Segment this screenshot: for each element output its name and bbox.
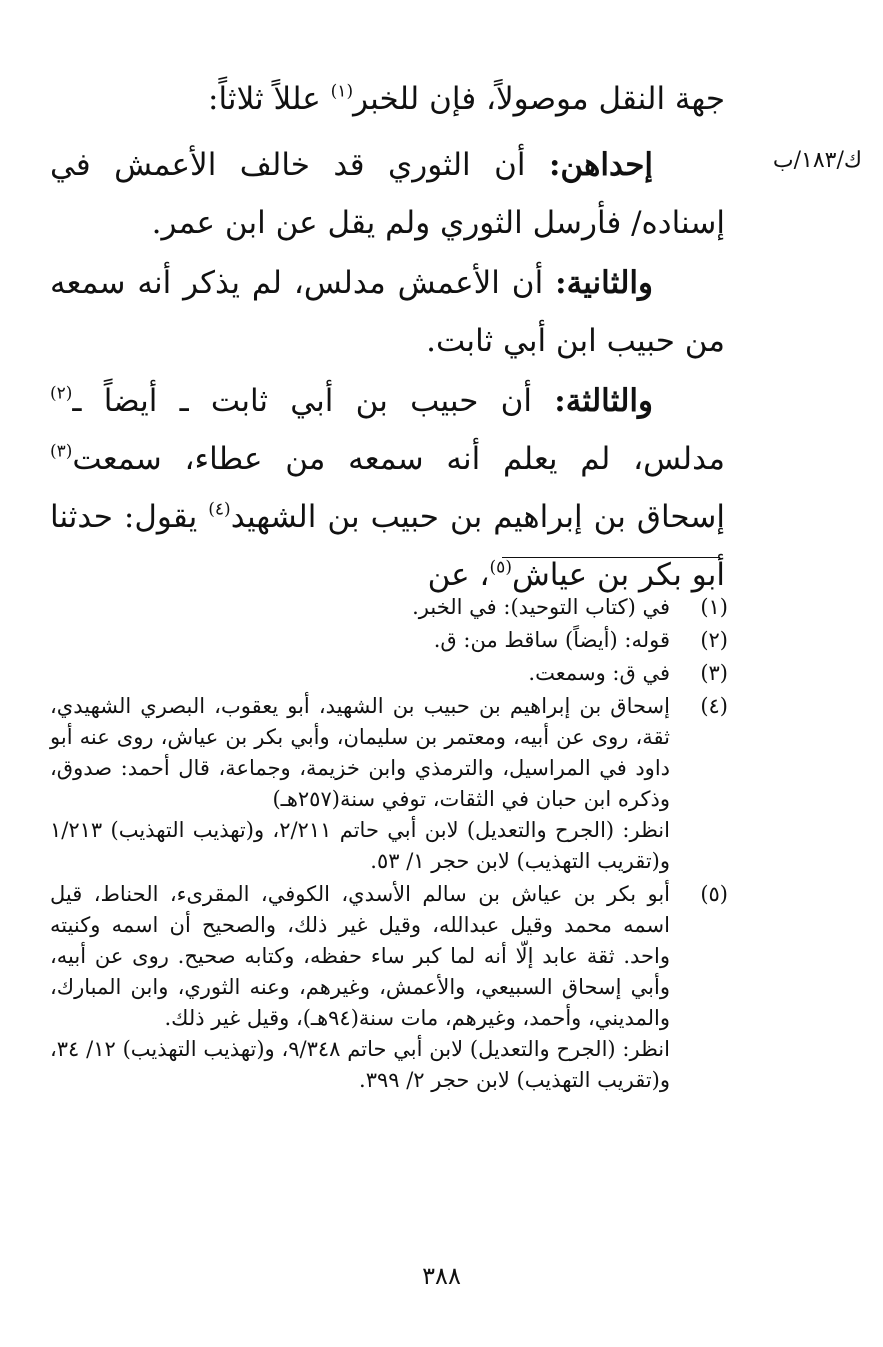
footnote-text: في (كتاب التوحيد): في الخبر. [412, 595, 670, 619]
intro-text-start: جهة النقل موصولاً، فإن للخبر [353, 81, 725, 117]
main-text [50, 70, 725, 606]
footnote-number: (٢) [700, 628, 728, 652]
footnote-divider [502, 557, 720, 558]
footnote-text: إسحاق بن إبراهيم بن حبيب بن الشهيد، أبو يعقوب، البصري الشهيدي، ثقة، روى عن أبيه، ومعتمر بن سليمان، وأبي بكر بن عياش، روى عنه أبو داود في المراسيل، والترمذي وابن خزيمة، وجماعة، قال أحمد: صدوق، وذكره ابن حبان في الثقات، توفي سنة(٢٥٧هـ) [50, 694, 670, 811]
paragraph-first-defect [50, 136, 725, 252]
page-number: ٣٨٨ [422, 1262, 461, 1290]
footnotes [50, 592, 728, 1098]
footnote-4 [50, 691, 728, 877]
footnote-body [50, 592, 670, 623]
third-defect-text-2: مدلس، لم يعلم أنه سمعه من عطاء، سمعت [72, 441, 725, 477]
paragraph-intro [50, 70, 725, 128]
footnote-body [50, 879, 670, 1096]
footnote-marker-1[interactable]: (١) [330, 81, 354, 102]
footnote-number: (٥) [700, 882, 728, 906]
footnote-5 [50, 879, 728, 1096]
footnote-marker-2[interactable]: (٢) [50, 383, 73, 404]
paragraph-third-defect [50, 372, 725, 604]
footnote-number: (٤) [700, 694, 728, 718]
second-defect-text: أن الأعمش مدلس، لم يذكر أنه سمعه من حبيب ابن أبي ثابت. [50, 265, 725, 359]
footnote-body [50, 625, 670, 656]
intro-text-end: عللاً ثلاثاً: [208, 81, 331, 117]
footnote-2 [50, 625, 728, 656]
footnote-number: (١) [700, 595, 728, 619]
third-defect-text-4: يقول: حدثنا أبو بكر بن عياش [50, 499, 725, 593]
third-defect-text-1: أن حبيب بن أبي ثابت ـ أيضاً ـ [72, 383, 555, 419]
footnote-marker-5[interactable]: (٥) [489, 557, 512, 578]
footnote-reference: انظر: (الجرح والتعديل) لابن أبي حاتم ٩/٣٤٨، و(تهذيب التهذيب) ١٢/ ٣٤، و(تقريب التهذيب) لابن حجر ٢/ ٣٩٩. [50, 1037, 670, 1092]
footnote-text: في ق: وسمعت. [528, 661, 670, 685]
footnote-reference: انظر: (الجرح والتعديل) لابن أبي حاتم ٢/٢١١، و(تهذيب التهذيب) ١/٢١٣ و(تقريب التهذيب) لابن حجر ١/ ٥٣. [50, 818, 670, 873]
footnote-number: (٣) [700, 661, 728, 685]
footnote-body [50, 691, 670, 877]
footnote-1 [50, 592, 728, 623]
footnote-body [50, 658, 670, 689]
lead-word-second: والثانية: [555, 265, 653, 301]
footnote-marker-4[interactable]: (٤) [208, 499, 231, 520]
third-defect-text-5: ، عن [427, 557, 490, 593]
footnote-text: قوله: (أيضاً) ساقط من: ق. [433, 628, 670, 652]
first-defect-text: أن الثوري قد خالف الأعمش في إسناده/ فأرسل الثوري ولم يقل عن ابن عمر. [50, 147, 725, 241]
footnote-text: أبو بكر بن عياش بن سالم الأسدي، الكوفي، المقرىء، الحناط، قيل اسمه محمد وقيل عبدالله، وقيل غير ذلك، والصحيح أن اسمه وكنيته واحد. ثقة عابد إلّا أنه لما كبر ساء حفظه، وكتابه صحيح. روى عن أبيه، وأبي إسحاق السبيعي، والأعمش، وغيرهم، وعنه الثوري، وابن المبارك، والمديني، وأحمد، وغيرهم، مات سنة(٩٤هـ)، وقيل غير ذلك. [50, 882, 670, 1030]
paragraph-second-defect [50, 254, 725, 370]
footnote-marker-3[interactable]: (٣) [50, 441, 73, 462]
lead-word-third: والثالثة: [554, 383, 653, 419]
lead-word-first: إحداهن: [548, 147, 653, 183]
footnote-3 [50, 658, 728, 689]
third-defect-text-3: إسحاق بن إبراهيم بن حبيب بن الشهيد [230, 499, 725, 535]
manuscript-folio-marker: ك/١٨٣/ب [772, 148, 862, 173]
